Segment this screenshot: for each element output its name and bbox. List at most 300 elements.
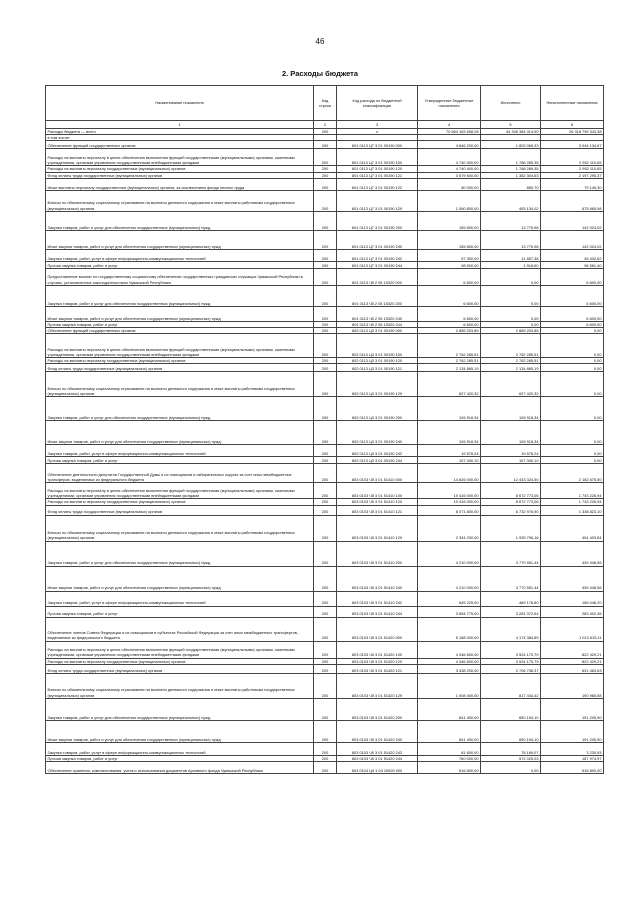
column-number: 5 — [481, 121, 541, 129]
cell-code: 200 — [314, 328, 337, 334]
cell-approved: 4 210 000,00 — [418, 566, 481, 591]
column-number: 4 — [418, 121, 481, 129]
table-header — [46, 86, 604, 129]
cell-approved: 6 600,00 — [418, 321, 481, 327]
cell-name: Взносы по обязательному социальному страхованию на выплаты денежного содержания и иные выплаты работникам государственных (муниципальных) органов — [46, 673, 314, 698]
cell-unexecuted: 156 046,20 — [541, 591, 604, 606]
cell-executed: 2 762 285,51 — [481, 358, 541, 364]
cell-executed: 405 134,02 — [481, 190, 541, 211]
header-line-code: Код строки — [314, 86, 337, 121]
cell-kbk: 803 0103 Ч5 3 01 51420 240 — [337, 720, 418, 742]
cell-kbk: 803 0103 Ч5 3 01 51420 120 — [337, 658, 418, 664]
cell-approved: 2 344 200,00 — [418, 515, 481, 541]
cell-code: 200 — [314, 591, 337, 606]
cell-kbk: 803 0103 Ч5 3 01 51410 121 — [337, 505, 418, 515]
cell-name: Обеспечение членов Совета Федерации и их помощников в субъектах Российской Федерации за счет иных межбюджетных трансфертов, выделяемых из федерального бюджета — [46, 617, 314, 641]
cell-executed: 3 770 551,44 — [481, 566, 541, 591]
cell-code: 200 — [314, 673, 337, 698]
cell-unexecuted: 2 197 295,37 — [541, 172, 604, 178]
table-body — [46, 129, 604, 774]
cell-executed: 6 732 976,90 — [481, 505, 541, 515]
cell-unexecuted: 0,00 — [541, 397, 604, 421]
cell-unexecuted: 2 952 110,65 — [541, 149, 604, 166]
cell-code: 200 — [314, 178, 337, 190]
cell-approved: 70 664 183 658,28 — [418, 129, 481, 135]
cell-executed: 1 918,60 — [481, 261, 541, 268]
cell-kbk: 802 0113 Ц3 3 01 00190 000 — [337, 328, 418, 334]
cell-approved: 4 210 000,00 — [418, 541, 481, 566]
cell-kbk: 801 0113 Ч5 2 05 15320 240 — [337, 306, 418, 321]
cell-name: Обеспечение хранения, комплектования, учета и использования документов Архивного фонда Чувашской Республики — [46, 762, 314, 774]
table-row — [46, 334, 604, 358]
cell-executed: 44 345 384 314,90 — [481, 129, 541, 135]
cell-kbk: 802 0113 Ц3 3 01 00190 100 — [337, 334, 418, 358]
header-executed: Исполнено — [481, 86, 541, 121]
cell-kbk: 801 0113 Ц7 3 01 00190 122 — [337, 178, 418, 190]
cell-kbk: 803 0103 Ч5 3 01 51410 242 — [337, 591, 418, 606]
cell-executed: 0,00 — [481, 306, 541, 321]
cell-executed: 1 802 065,33 — [481, 141, 541, 149]
cell-approved: 14 626 000,00 — [418, 464, 481, 483]
cell-name: Расходы на выплаты персоналу в целях обеспечения выполнения функций государственными (муниципальными) органами, казенными учреждениями, органами управления государственными внебюджетными фондами — [46, 334, 314, 358]
cell-unexecuted: 26 318 799 343,38 — [541, 129, 604, 135]
cell-kbk: 803 0103 Ч5 3 01 51410 240 — [337, 566, 418, 591]
cell-approved: 3 579 600,00 — [418, 172, 481, 178]
cell-code: 200 — [314, 421, 337, 445]
cell-unexecuted: 45 442,62 — [541, 249, 604, 261]
cell-approved: 1 008 400,00 — [418, 673, 481, 698]
cell-name: Закупка товаров, работ и услуг для обеспечения государственных (муниципальных) нужд — [46, 211, 314, 230]
cell-unexecuted: 675 665,98 — [541, 190, 604, 211]
header-name: Наименование показателя — [46, 86, 314, 121]
cell-code: 200 — [314, 617, 337, 641]
cell-kbk: 801 0113 Ц7 3 01 00190 240 — [337, 230, 418, 249]
cell-code: 200 — [314, 445, 337, 457]
cell-kbk: 801 0113 Ч5 2 05 15320 000 — [337, 268, 418, 285]
cell-executed: 0,00 — [481, 762, 541, 774]
cell-approved: 126 918,34 — [418, 397, 481, 421]
cell-code: 200 — [314, 230, 337, 249]
cell-executed: 8 672 773,06 — [481, 483, 541, 499]
cell-name: Иные закупки товаров, работ и услуг для обеспечения государственных (муниципальных) нужд — [46, 306, 314, 321]
cell-name: Фонд оплаты труда государственных (муниципальных) органов — [46, 172, 314, 178]
cell-name: Предоставление выплат по государственному социальному обеспечению государственных гражданских служащих Чувашской Республики в случаях, установленных законодательством Чувашской Республики — [46, 268, 314, 285]
cell-kbk: 802 0113 Ц3 3 01 00190 121 — [337, 364, 418, 372]
cell-executed: 489 178,80 — [481, 591, 541, 606]
cell-kbk: x — [337, 129, 418, 135]
column-number: 6 — [541, 121, 604, 129]
cell-code: 200 — [314, 541, 337, 566]
cell-name: Расходы на выплаты персоналу в целях обеспечения выполнения функций государственными (муниципальными) органами, казенными учреждениями, органами управления государственными внебюджетными фондами — [46, 641, 314, 658]
cell-kbk: 801 0113 Ц7 3 01 00190 100 — [337, 149, 418, 166]
cell-name: Расходы на выплаты персоналу государственных (муниципальных) органов — [46, 499, 314, 505]
table-row — [46, 698, 604, 720]
cell-approved: 3 338 200,00 — [418, 664, 481, 673]
cell-code: 200 — [314, 464, 337, 483]
cell-code: 200 — [314, 566, 337, 591]
cell-executed: 0,00 — [481, 321, 541, 327]
cell-unexecuted: 187 974,97 — [541, 755, 604, 761]
cell-code: 200 — [314, 364, 337, 372]
cell-code: 200 — [314, 397, 337, 421]
cell-executed: 13 775,98 — [481, 211, 541, 230]
table-row — [46, 457, 604, 464]
cell-name: Закупка товаров, работ, услуг в сфере информационно-коммуникационных технологий — [46, 445, 314, 457]
cell-name: Расходы на выплаты персоналу в целях обеспечения выполнения функций государственными (муниципальными) органами, казенными учреждениями, органами управления государственными внебюджетными фондами — [46, 483, 314, 499]
cell-name: Иные закупки товаров, работ и услуг для обеспечения государственных (муниципальных) нужд — [46, 421, 314, 445]
cell-name: Фонд оплаты труда государственных (муниципальных) органов — [46, 505, 314, 515]
cell-unexecuted: 3 044 134,67 — [541, 141, 604, 149]
cell-approved: 4 740 400,00 — [418, 166, 481, 172]
cell-code: 200 — [314, 211, 337, 230]
header-unexecuted: Неисполненные назначения — [541, 86, 604, 121]
cell-code: 200 — [314, 641, 337, 658]
table-row — [46, 445, 604, 457]
cell-approved: 3 564 775,00 — [418, 606, 481, 617]
cell-kbk: 803 0103 Ч5 3 01 51420 000 — [337, 617, 418, 641]
cell-code: 200 — [314, 321, 337, 327]
table-row — [46, 172, 604, 178]
cell-kbk: 803 0103 Ч5 3 01 51410 120 — [337, 499, 418, 505]
cell-code: 200 — [314, 372, 337, 397]
cell-approved: 6 600,00 — [418, 306, 481, 321]
cell-approved: 57 300,00 — [418, 249, 481, 261]
cell-approved: 4 740 400,00 — [418, 149, 481, 166]
cell-unexecuted: 0,00 — [541, 364, 604, 372]
cell-approved: 516 800,00 — [418, 762, 481, 774]
cell-approved: 10 416 000,00 — [418, 483, 481, 499]
cell-executed: 2 889 203,85 — [481, 328, 541, 334]
cell-name: Расходы бюджета — всего — [46, 129, 314, 135]
cell-name: Прочая закупка товаров, работ и услуг — [46, 755, 314, 761]
table-row — [46, 261, 604, 268]
table-row — [46, 358, 604, 364]
table-row — [46, 249, 604, 261]
cell-unexecuted: 142 024,02 — [541, 230, 604, 249]
column-number: 3 — [337, 121, 418, 129]
cell-executed: 107 340,10 — [481, 457, 541, 464]
table-row — [46, 211, 604, 230]
cell-name: Закупка товаров, работ, услуг в сфере информационно-коммуникационных технологий — [46, 249, 314, 261]
cell-name: Иные закупки товаров, работ и услуг для обеспечения государственных (муниципальных) нужд — [46, 230, 314, 249]
cell-approved: 2 134 865,19 — [418, 364, 481, 372]
cell-executed: 0,00 — [481, 285, 541, 306]
document-title: 2. Расходы бюджета — [281, 69, 359, 78]
table-row — [46, 268, 604, 285]
table-row — [46, 397, 604, 421]
cell-code: 200 — [314, 762, 337, 774]
cell-name: Фонд оплаты труда государственных (муниципальных) органов — [46, 364, 314, 372]
cell-unexecuted: 0,00 — [541, 334, 604, 358]
cell-executed: 8 672 773,06 — [481, 499, 541, 505]
cell-code: 200 — [314, 483, 337, 499]
cell-code: 200 — [314, 755, 337, 761]
cell-executed: 627 420,32 — [481, 372, 541, 397]
cell-unexecuted: 822 429,21 — [541, 641, 604, 658]
cell-name: Обеспечение функций государственных органов — [46, 141, 314, 149]
cell-name: Обеспечение деятельности депутатов Государственной Думы и их помощников в избирательных округах за счет иных межбюджетных трансферов, выделяемых из федерального бюджета — [46, 464, 314, 483]
cell-name: Закупка товаров, работ и услуг для обеспечения государственных (муниципальных) нужд — [46, 698, 314, 720]
table-row — [46, 230, 604, 249]
cell-kbk: 801 0113 Ц7 3 01 00190 121 — [337, 172, 418, 178]
cell-approved: 841 400,00 — [418, 698, 481, 720]
cell-kbk: 803 0103 Ч5 3 01 51410 000 — [337, 464, 418, 483]
cell-kbk: 802 0113 Ц3 3 01 00190 120 — [337, 358, 418, 364]
cell-approved: 155 800,00 — [418, 211, 481, 230]
cell-unexecuted: 631 463,63 — [541, 664, 604, 673]
cell-approved: 4 846 200,00 — [418, 141, 481, 149]
cell-executed: 572 025,03 — [481, 755, 541, 761]
cell-code: 200 — [314, 698, 337, 720]
table-row — [46, 541, 604, 566]
cell-unexecuted: 1 013 615,11 — [541, 617, 604, 641]
cell-kbk: 801 0113 Ц7 3 01 00190 200 — [337, 211, 418, 230]
cell-kbk: 803 0104 Ц4 1 04 10920 000 — [337, 762, 418, 774]
cell-code: 200 — [314, 268, 337, 285]
table-row — [46, 421, 604, 445]
cell-executed: 2 134 865,19 — [481, 364, 541, 372]
cell-code: 200 — [314, 172, 337, 178]
cell-name: Закупка товаров, работ и услуг для обеспечения государственных (муниципальных) нужд — [46, 541, 314, 566]
expenditure-table — [45, 85, 604, 774]
cell-executed: 650 194,10 — [481, 698, 541, 720]
table-row — [46, 464, 604, 483]
table-row — [46, 141, 604, 149]
cell-unexecuted: 2 182 675,50 — [541, 464, 604, 483]
cell-unexecuted: 0,00 — [541, 328, 604, 334]
cell-code: 200 — [314, 190, 337, 211]
table-row — [46, 190, 604, 211]
cell-executed: 3 524 170,79 — [481, 641, 541, 658]
cell-unexecuted: 6 600,00 — [541, 285, 604, 306]
cell-approved: 627 420,32 — [418, 372, 481, 397]
table-row — [46, 606, 604, 617]
cell-unexecuted: 191 205,90 — [541, 698, 604, 720]
cell-name: Прочая закупка товаров, работ и услуг — [46, 606, 314, 617]
cell-unexecuted: 439 448,56 — [541, 541, 604, 566]
table-row — [46, 505, 604, 515]
cell-executed: 850,70 — [481, 178, 541, 190]
cell-executed: 12 443 324,50 — [481, 464, 541, 483]
cell-executed: 3 770 551,44 — [481, 541, 541, 566]
cell-kbk: 802 0113 Ц3 3 01 00190 244 — [337, 457, 418, 464]
cell-unexecuted: 79 149,30 — [541, 178, 604, 190]
cell-name: Закупка товаров, работ и услуг для обеспечения государственных (муниципальных) нужд — [46, 397, 314, 421]
cell-kbk: 803 0103 Ч5 3 01 51420 242 — [337, 742, 418, 755]
cell-unexecuted: 439 448,56 — [541, 566, 604, 591]
cell-approved: 81 600,00 — [418, 742, 481, 755]
cell-approved: 98 500,00 — [418, 261, 481, 268]
cell-unexecuted: 0,00 — [541, 457, 604, 464]
cell-name: Расходы на выплаты персоналу государственных (муниципальных) органов — [46, 658, 314, 664]
cell-name: Иные закупки товаров, работ и услуг для обеспечения государственных (муниципальных) нужд — [46, 566, 314, 591]
cell-kbk: 803 0103 Ч5 3 01 51420 244 — [337, 755, 418, 761]
table-row — [46, 720, 604, 742]
cell-executed: 817 434,42 — [481, 673, 541, 698]
cell-name: Расходы на выплаты персоналу государственных (муниципальных) органов — [46, 358, 314, 364]
cell-approved: 2 762 285,51 — [418, 334, 481, 358]
cell-executed: 13 775,98 — [481, 230, 541, 249]
cell-code: 200 — [314, 499, 337, 505]
cell-unexecuted: 0,00 — [541, 372, 604, 397]
cell-name: Прочая закупка товаров, работ и услуг — [46, 457, 314, 464]
table-row — [46, 742, 604, 755]
cell-kbk: 802 0113 Ц3 3 01 00190 129 — [337, 372, 418, 397]
cell-executed: 0,00 — [481, 268, 541, 285]
table-row — [46, 762, 604, 774]
table-row — [46, 149, 604, 166]
cell-kbk: 802 0113 Ц3 3 01 00190 200 — [337, 397, 418, 421]
cell-approved: 760 000,00 — [418, 755, 481, 761]
table-row — [46, 641, 604, 658]
cell-executed: 1 382 304,63 — [481, 172, 541, 178]
cell-code: 200 — [314, 515, 337, 541]
cell-unexecuted: 2 952 110,65 — [541, 166, 604, 172]
cell-name: Прочая закупка товаров, работ и услуг — [46, 261, 314, 268]
cell-kbk: 801 0113 Ц7 3 01 00190 120 — [337, 166, 418, 172]
cell-name: Расходы на выплаты персоналу государственных (муниципальных) органов — [46, 166, 314, 172]
cell-name: Прочая закупка товаров, работ и услуг — [46, 321, 314, 327]
cell-name: в том числе: — [46, 135, 314, 141]
cell-unexecuted: 191 205,90 — [541, 720, 604, 742]
cell-executed: 78 169,07 — [481, 742, 541, 755]
cell-code: 200 — [314, 720, 337, 742]
cell-code: 200 — [314, 261, 337, 268]
cell-code: 200 — [314, 249, 337, 261]
cell-name: Закупка товаров, работ, услуг в сфере информационно-коммуникационных технологий — [46, 742, 314, 755]
table-row — [46, 483, 604, 499]
cell-kbk: 803 0103 Ч5 3 01 51420 129 — [337, 673, 418, 698]
cell-kbk: 803 0103 Ч5 3 01 51420 100 — [337, 641, 418, 658]
cell-approved: 645 225,00 — [418, 591, 481, 606]
table-row — [46, 673, 604, 698]
cell-unexecuted: 1 743 226,94 — [541, 499, 604, 505]
cell-unexecuted: 0,00 — [541, 445, 604, 457]
cell-unexecuted: 822 429,21 — [541, 658, 604, 664]
table-row — [46, 515, 604, 541]
cell-name: Иные закупки товаров, работ и услуг для обеспечения государственных (муниципальных) нужд — [46, 720, 314, 742]
cell-kbk: 803 0103 Ч5 3 01 51410 200 — [337, 541, 418, 566]
cell-executed: 1 788 289,35 — [481, 166, 541, 172]
cell-unexecuted: 283 402,36 — [541, 606, 604, 617]
table-row — [46, 591, 604, 606]
cell-approved: 107 340,10 — [418, 457, 481, 464]
cell-unexecuted: 142 024,02 — [541, 211, 604, 230]
cell-name: Закупка товаров, работ, услуг в сфере информационно-коммуникационных технологий — [46, 591, 314, 606]
table-row — [46, 328, 604, 334]
cell-name: Взносы по обязательному социальному страхованию на выплаты денежного содержания и иные выплаты работникам государственных (муниципальных) органов — [46, 372, 314, 397]
cell-approved: 2 762 285,51 — [418, 358, 481, 364]
cell-unexecuted: 6 600,00 — [541, 306, 604, 321]
header-budget-code: Код расхода по бюджетной классификации — [337, 86, 418, 121]
cell-name: Иные выплаты персоналу государственных (муниципальных) органов, за исключением фонда оплаты труда — [46, 178, 314, 190]
table-row — [46, 306, 604, 321]
column-number: 1 — [46, 121, 314, 129]
column-number: 2 — [314, 121, 337, 129]
cell-executed: 2 762 285,51 — [481, 334, 541, 358]
cell-executed: 1 939 796,16 — [481, 515, 541, 541]
cell-executed: 3 524 170,79 — [481, 658, 541, 664]
cell-name: Взносы по обязательному социальному страхованию на выплаты денежного содержания и иные выплаты работникам государственных (муниципальных) органов — [46, 190, 314, 211]
cell-approved: 8 071 800,00 — [418, 505, 481, 515]
cell-approved: 2 889 203,85 — [418, 328, 481, 334]
cell-executed: 1 788 289,35 — [481, 149, 541, 166]
cell-kbk: 802 0113 Ц3 3 01 00190 240 — [337, 421, 418, 445]
cell-name: Закупка товаров, работ и услуг для обеспечения государственных (муниципальных) нужд — [46, 285, 314, 306]
table-row — [46, 664, 604, 673]
cell-code: 200 — [314, 358, 337, 364]
cell-executed: 11 857,38 — [481, 249, 541, 261]
cell-unexecuted: 516 800,00 — [541, 762, 604, 774]
cell-kbk: 801 0113 Ц7 3 01 00190 244 — [337, 261, 418, 268]
cell-approved: 841 400,00 — [418, 720, 481, 742]
cell-unexecuted: 0,00 — [541, 421, 604, 445]
cell-executed: 126 918,34 — [481, 421, 541, 445]
table-row — [46, 166, 604, 172]
cell-name: Взносы по обязательному социальному страхованию на выплаты денежного содержания и иные выплаты работникам государственных (муниципальных) органов — [46, 515, 314, 541]
cell-kbk: 803 0103 Ч5 3 01 51420 121 — [337, 664, 418, 673]
cell-name: Обеспечение функций государственных органов — [46, 328, 314, 334]
cell-code: 200 — [314, 664, 337, 673]
cell-unexecuted: 3 230,93 — [541, 742, 604, 755]
cell-approved: 4 346 600,00 — [418, 658, 481, 664]
cell-executed: 650 194,10 — [481, 720, 541, 742]
cell-executed: 3 281 372,64 — [481, 606, 541, 617]
cell-name: Расходы на выплаты персоналу в целях обеспечения выполнения функций государственными (муниципальными) органами, казенными учреждениями, органами управления государственными внебюджетными фондами — [46, 149, 314, 166]
cell-kbk: 803 0103 Ч5 3 01 51410 244 — [337, 606, 418, 617]
table-row — [46, 617, 604, 641]
cell-approved: 6 600,00 — [418, 285, 481, 306]
cell-approved: 5 188 000,00 — [418, 617, 481, 641]
cell-kbk: 801 0113 Ц7 3 01 00190 000 — [337, 141, 418, 149]
cell-executed: 2 706 736,37 — [481, 664, 541, 673]
cell-code: 200 — [314, 285, 337, 306]
cell-approved: 4 346 600,00 — [418, 641, 481, 658]
cell-unexecuted: 96 581,40 — [541, 261, 604, 268]
cell-kbk: 801 0113 Ч5 2 05 15320 200 — [337, 285, 418, 306]
cell-unexecuted: 404 403,84 — [541, 515, 604, 541]
cell-kbk: 803 0103 Ч5 3 01 51420 200 — [337, 698, 418, 720]
header-approved: Утвержденные бюджетные назначения — [418, 86, 481, 121]
cell-code: 200 — [314, 141, 337, 149]
cell-code: 200 — [314, 129, 337, 135]
cell-approved: 10 416 000,00 — [418, 499, 481, 505]
cell-kbk: 801 0113 Ц7 3 01 00190 129 — [337, 190, 418, 211]
cell-unexecuted: 6 600,00 — [541, 321, 604, 327]
table-row — [46, 658, 604, 664]
cell-approved: 155 800,00 — [418, 230, 481, 249]
cell-kbk: 801 0113 Ц7 3 01 00190 242 — [337, 249, 418, 261]
table-row — [46, 178, 604, 190]
cell-code: 200 — [314, 606, 337, 617]
cell-unexecuted: 1 338 823,10 — [541, 505, 604, 515]
cell-approved: 126 918,34 — [418, 421, 481, 445]
cell-code: 200 — [314, 457, 337, 464]
cell-unexecuted: 6 600,00 — [541, 268, 604, 285]
cell-kbk: 803 0103 Ч5 3 01 51410 129 — [337, 515, 418, 541]
cell-unexecuted: 1 743 226,94 — [541, 483, 604, 499]
column-numbers-row — [46, 121, 604, 129]
cell-executed: 19 578,24 — [481, 445, 541, 457]
page-number: 46 — [315, 37, 325, 46]
cell-unexecuted: 190 965,58 — [541, 673, 604, 698]
table-row — [46, 372, 604, 397]
cell-executed: 126 918,34 — [481, 397, 541, 421]
cell-code: 200 — [314, 658, 337, 664]
cell-kbk: 802 0113 Ц3 3 01 00190 242 — [337, 445, 418, 457]
cell-kbk: 803 0103 Ч5 3 01 51410 100 — [337, 483, 418, 499]
cell-code: 200 — [314, 334, 337, 358]
